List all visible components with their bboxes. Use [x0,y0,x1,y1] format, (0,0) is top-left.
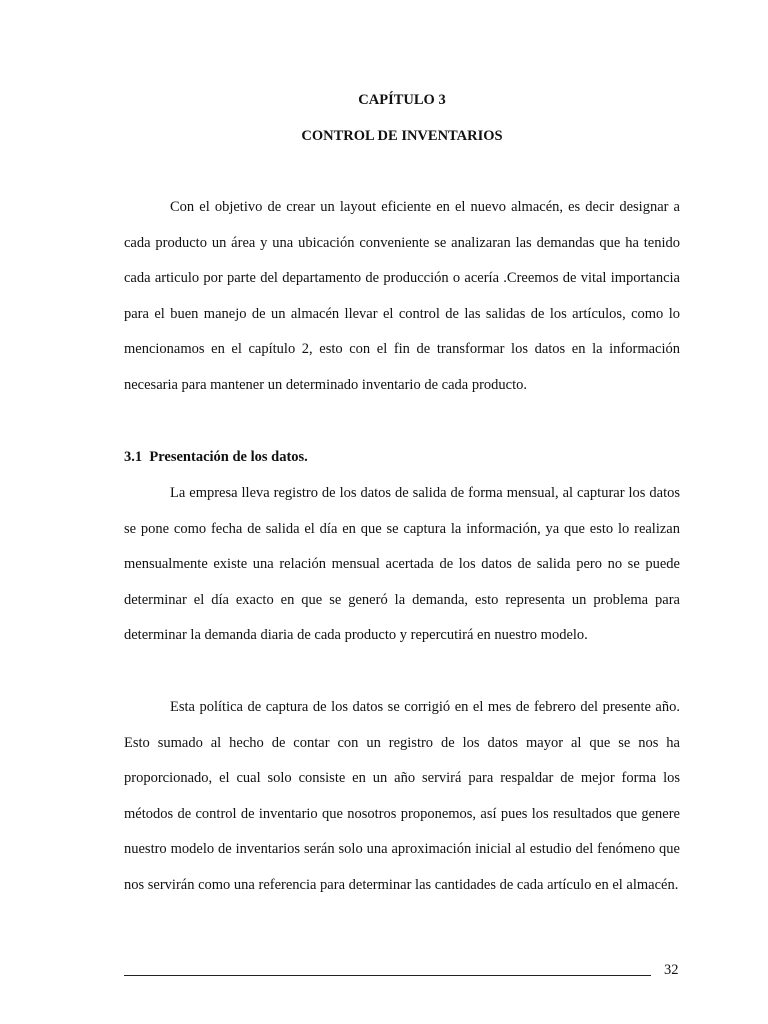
chapter-number: CAPÍTULO 3 [358,92,446,108]
footer-rule [124,975,651,976]
section-paragraph-1: La empresa lleva registro de los datos de salida de forma mensual, al capturar los datos se pone como fecha de salida el día en que se captura la información, ya que esto lo realizan mensualmente existe una relación mensual acertada de los datos de salida pero no se puede determinar el día exacto en que se generó la demanda, esto representa un problema para determinar la demanda diaria de cada producto y repercutirá en nuestro modelo. [124,485,680,644]
page-number: 32 [664,962,679,978]
section-heading: 3.1 Presentación de los datos. [124,449,308,465]
section-paragraph-2: Esta política de captura de los datos se corrigió en el mes de febrero del presente año. Esto sumado al hecho de contar con un registro de los datos mayor al que se nos ha proporcionado, el cual solo consiste en un año servirá para respaldar de mejor forma los métodos de control de inventario que nosotros proponemos, así pues los resultados que genere nuestro modelo de inventarios serán solo una aproximación inicial al estudio del fenómeno que nos servirán como una referencia para determinar las cantidades de cada artículo en el almacén. [124,699,680,893]
chapter-title: CONTROL DE INVENTARIOS [301,128,503,144]
intro-paragraph: Con el objetivo de crear un layout eficiente en el nuevo almacén, es decir designar a cada producto un área y una ubicación conveniente se analizaran las demandas que ha tenido cada articulo por parte del departamento de producción o acería .Creemos de vital importancia para el buen manejo de un almacén llevar el control de las salidas de los artículos, como lo mencionamos en el capítulo 2, esto con el fin de transformar los datos en la información necesaria para mantener un determinado inventario de cada producto. [124,199,680,393]
